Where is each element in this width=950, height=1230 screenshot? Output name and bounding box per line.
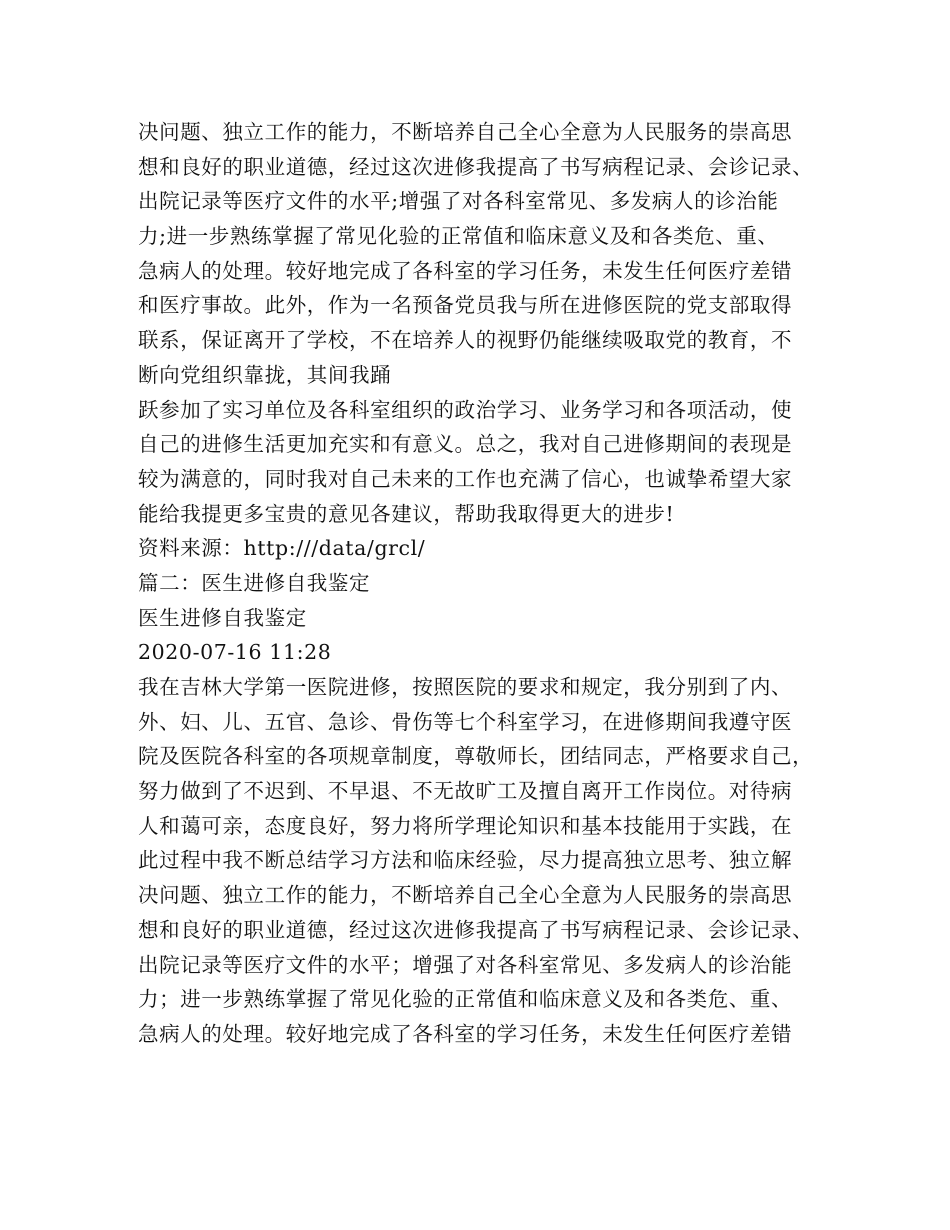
text-line: 努力做到了不迟到、不早退、不无故旷工及擅自离开工作岗位。对待病 bbox=[138, 779, 793, 804]
section-heading: 篇二：医生进修自我鉴定 bbox=[138, 570, 371, 595]
article-date: 2020-07-16 11:28 bbox=[138, 640, 332, 665]
text-line: 人和蔼可亲，态度良好，努力将所学理论知识和基本技能用于实践，在 bbox=[138, 813, 793, 838]
text-line: 出院记录等医疗文件的水平;增强了对各科室常见、多发病人的诊治能 bbox=[138, 189, 779, 214]
text-line: 我在吉林大学第一医院进修，按照医院的要求和规定，我分别到了内、 bbox=[138, 675, 793, 699]
document-body bbox=[138, 115, 838, 1052]
text-line: 自己的进修生活更加充实和有意义。总之，我对自己进修期间的表现是 bbox=[138, 432, 793, 457]
text-line: 外、妇、儿、五官、急诊、骨伤等七个科室学习，在进修期间我遵守医 bbox=[138, 709, 793, 734]
text-line: 出院记录等医疗文件的水平；增强了对各科室常见、多发病人的诊治能 bbox=[138, 952, 793, 977]
source-line: 资料来源：http:///data/grcl/ bbox=[138, 536, 426, 561]
text-line: 跃参加了实习单位及各科室组织的政治学习、业务学习和各项活动，使 bbox=[138, 397, 793, 422]
text-line: 能给我提更多宝贵的意见各建议，帮助我取得更大的进步! bbox=[138, 501, 675, 526]
text-line: 和医疗事故。此外，作为一名预备党员我与所在进修医院的党支部取得 bbox=[138, 293, 793, 318]
text-line: 院及医院各科室的各项规章制度，尊敬师长，团结同志，严格要求自己， bbox=[138, 744, 814, 769]
text-line: 急病人的处理。较好地完成了各科室的学习任务，未发生任何医疗差错 bbox=[138, 258, 793, 283]
text-line: 决问题、独立工作的能力，不断培养自己全心全意为人民服务的崇高思 bbox=[138, 883, 793, 908]
text-line: 较为满意的，同时我对自己未来的工作也充满了信心，也诚挚希望大家 bbox=[138, 466, 793, 491]
text-line: 联系，保证离开了学校，不在培养人的视野仍能继续吸取党的教育，不 bbox=[138, 328, 793, 353]
text-line: 决问题、独立工作的能力，不断培养自己全心全意为人民服务的崇高思 bbox=[138, 120, 793, 144]
text-line: 力;进一步熟练掌握了常见化验的正常值和临床意义及和各类危、重、 bbox=[138, 224, 779, 249]
text-line: 断向党组织靠拢，其间我踊 bbox=[138, 362, 392, 387]
text-line: 急病人的处理。较好地完成了各科室的学习任务，未发生任何医疗差错 bbox=[138, 1021, 793, 1046]
text-line: 想和良好的职业道德，经过这次进修我提高了书写病程记录、会诊记录、 bbox=[138, 917, 814, 942]
article-title: 医生进修自我鉴定 bbox=[138, 605, 307, 630]
text-line: 此过程中我不断总结学习方法和临床经验，尽力提高独立思考、独立解 bbox=[138, 848, 793, 873]
text-line: 想和良好的职业道德，经过这次进修我提高了书写病程记录、会诊记录、 bbox=[138, 154, 814, 179]
text-line: 力；进一步熟练掌握了常见化验的正常值和临床意义及和各类危、重、 bbox=[138, 987, 793, 1012]
